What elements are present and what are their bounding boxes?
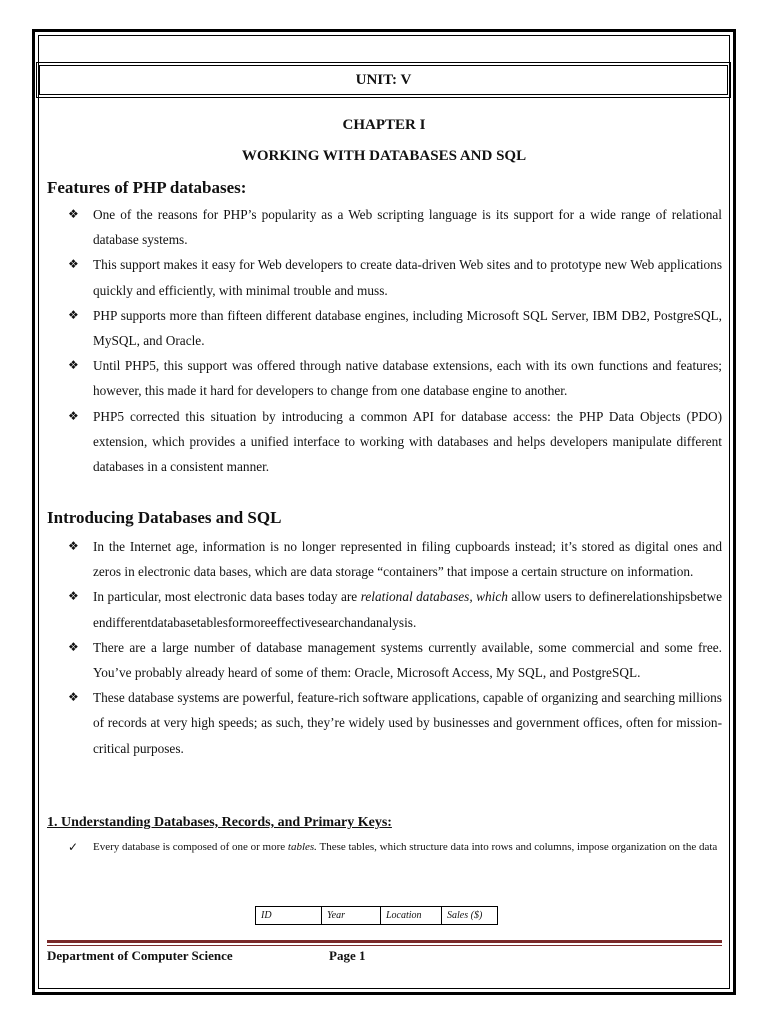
diamond-bullet-icon: ❖ bbox=[68, 307, 79, 322]
features-list bbox=[68, 202, 722, 479]
intro-list bbox=[68, 534, 722, 761]
diamond-bullet-icon: ❖ bbox=[68, 358, 79, 373]
section-heading-features: Features of PHP databases: bbox=[47, 178, 247, 197]
checkmark-bullet-icon: ✓ bbox=[68, 840, 79, 854]
list-item: ❖ One of the reasons for PHP’s popularity as a Web scripting language is its support for a wide range of relational database systems. bbox=[68, 202, 722, 252]
chapter-title: WORKING WITH DATABASES AND SQL bbox=[241, 148, 527, 164]
diamond-bullet-icon: ❖ bbox=[68, 257, 79, 272]
list-item: ❖ This support makes it easy for Web developers to create data-driven Web sites and to prototype new Web applications quickly and efficiently, with minimal trouble and muss. bbox=[68, 252, 722, 302]
table-header-cell: Sales ($) bbox=[442, 907, 498, 925]
diamond-bullet-icon: ❖ bbox=[68, 639, 79, 654]
diamond-bullet-icon: ❖ bbox=[68, 589, 79, 604]
list-item: ❖ In the Internet age, information is no longer represented in filing cupboards instead; it’s stored as digital ones and zeros in electronic data bases, which are data storage “containers” that impose a certain structure on information. bbox=[68, 534, 722, 584]
footer-page-number: Page 1 bbox=[329, 948, 366, 963]
unit-title: UNIT: V bbox=[39, 65, 728, 95]
sales-table bbox=[255, 906, 498, 925]
table-header-cell: ID bbox=[256, 907, 322, 925]
section-heading-understanding: 1. Understanding Databases, Records, and Primary Keys: bbox=[47, 815, 392, 830]
list-item: ❖ There are a large number of database management systems currently available, some commercial and some free. You’ve probably already heard of some of them: Oracle, Microsoft Access, My SQL, and PostgreSQL. bbox=[68, 635, 722, 685]
footer-rule-thick bbox=[47, 940, 722, 943]
footer-rule-thin bbox=[47, 945, 722, 946]
section-heading-intro: Introducing Databases and SQL bbox=[47, 508, 282, 527]
list-item: ❖ PHP supports more than fifteen different database engines, including Microsoft SQL Server, IBM DB2, PostgreSQL, MySQL, and Oracle. bbox=[68, 303, 722, 353]
footer-department: Department of Computer Science bbox=[47, 948, 233, 963]
table-header-row bbox=[256, 907, 498, 925]
diamond-bullet-icon: ❖ bbox=[68, 408, 79, 423]
diamond-bullet-icon: ❖ bbox=[68, 207, 79, 221]
list-item: ❖ Until PHP5, this support was offered through native database extensions, each with its own functions and features; however, this made it hard for developers to change from one database engine to another. bbox=[68, 353, 722, 403]
list-item: ❖ In particular, most electronic data bases today are relational databases, which allow users to definerelationshipsbetweendifferentdatabasetablesformoreeffectivesearchandanalysis. bbox=[68, 584, 722, 634]
table-header-cell: Location bbox=[381, 907, 442, 925]
list-item: ✓ Every database is composed of one or more tables. These tables, which structure data into rows and columns, impose organization on the data bbox=[68, 836, 722, 858]
table-header-cell: Year bbox=[322, 907, 381, 925]
chapter-label: CHAPTER I bbox=[342, 117, 426, 133]
understanding-list bbox=[68, 836, 722, 858]
diamond-bullet-icon: ❖ bbox=[68, 690, 79, 705]
list-item: ❖ These database systems are powerful, feature-rich software applications, capable of organizing and searching millions of records at very high speeds; as such, they’re widely used by businesses and government offices, often for mission-critical purposes. bbox=[68, 685, 722, 761]
diamond-bullet-icon: ❖ bbox=[68, 539, 79, 553]
list-item: ❖ PHP5 corrected this situation by introducing a common API for database access: the PHP Data Objects (PDO) extension, which provides a unified interface to working with databases and helps developers manipulate different databases in a consistent manner. bbox=[68, 404, 722, 480]
